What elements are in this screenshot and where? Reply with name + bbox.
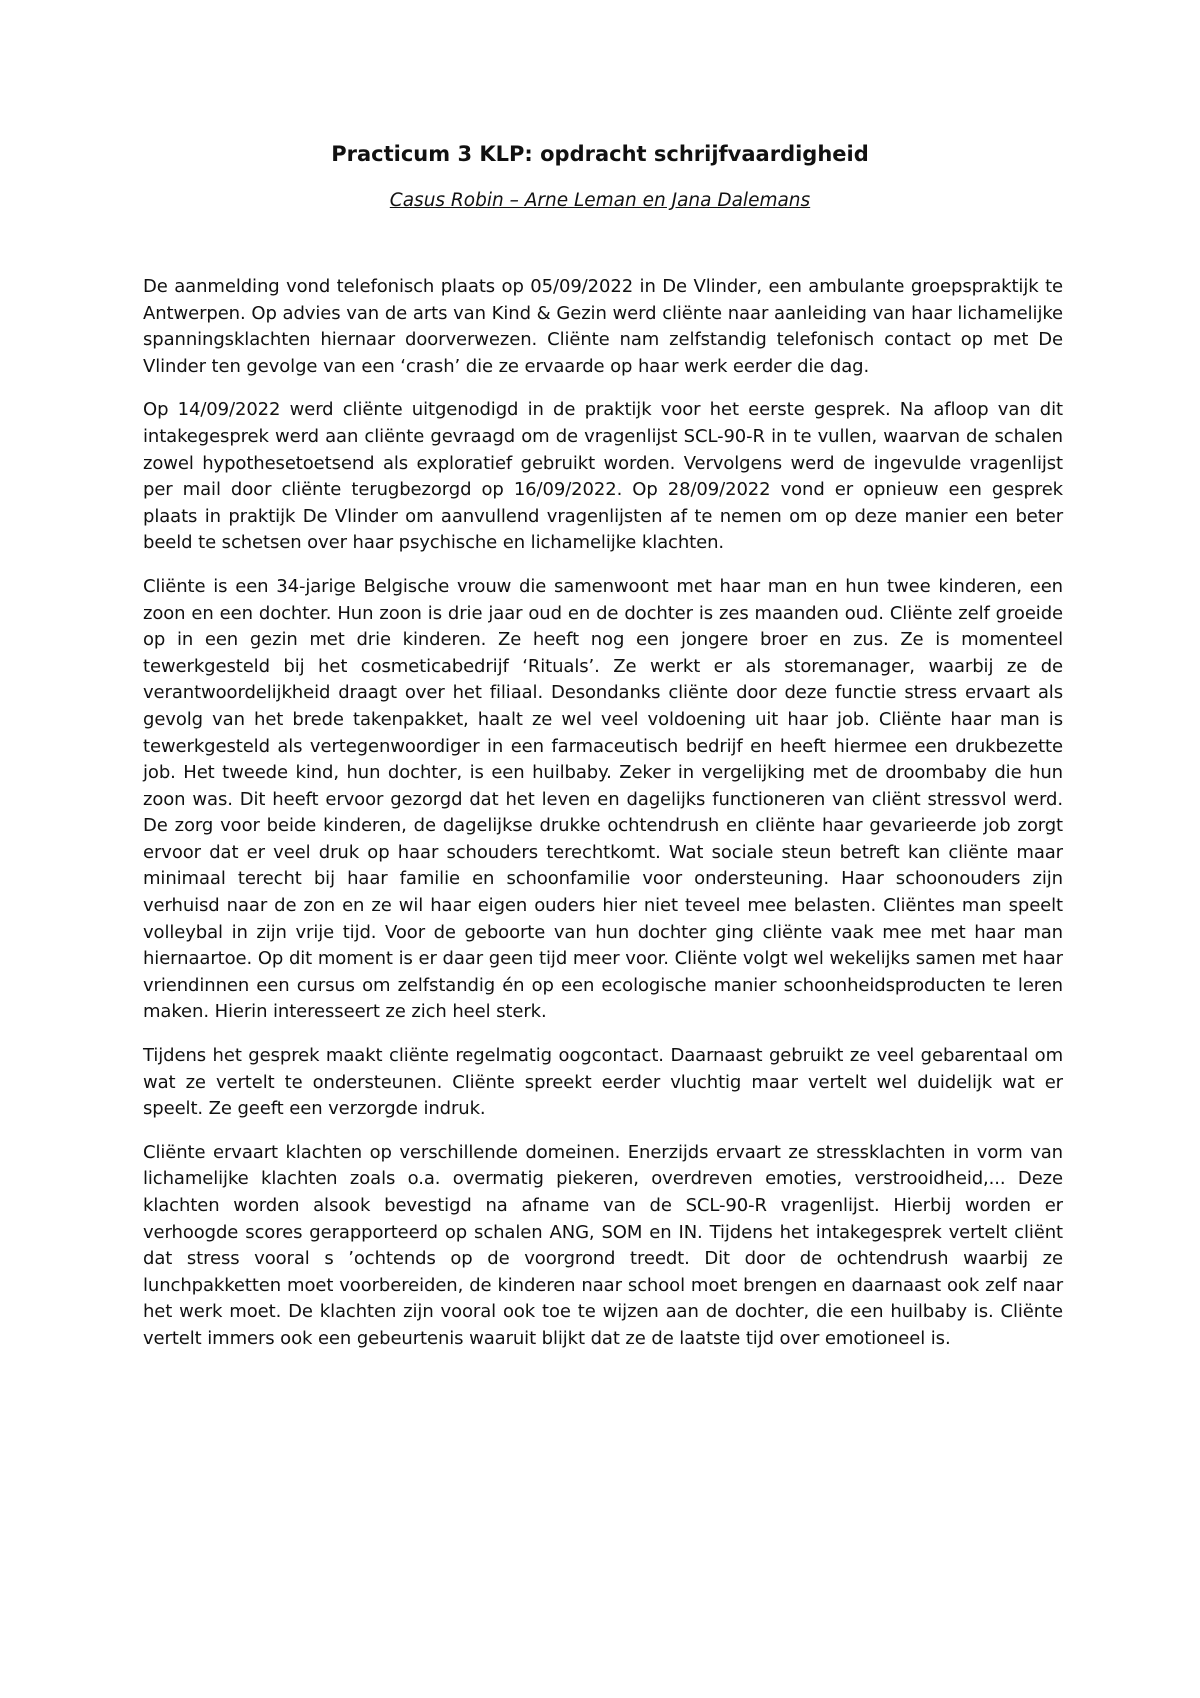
paragraph-aanmelding: De aanmelding vond telefonisch plaats op 05/09/2022 in De Vlinder, een ambulante groepspraktijk te Antwerpen. Op advies van de arts van Kind & Gezin werd cliënte naar aanleiding van haar lichamelijke spanningsklachten hiernaar doorverwezen. Cliënte nam zelfstandig telefonisch contact op met De Vlinder ten gevolge van een ‘crash’ die ze ervaarde op haar werk eerder die dag. [143, 276, 1063, 377]
document-title: Practicum 3 KLP: opdracht schrijfvaardigheid [331, 142, 869, 166]
paragraph-achtergrond: Cliënte is een 34-jarige Belgische vrouw die samenwoont met haar man en hun twee kinderen, een zoon en een dochter. Hun zoon is drie jaar oud en de dochter is zes maanden oud. Cliënte zelf groeide op in een gezin met drie kinderen. Ze heeft nog een jongere broer en zus. Ze is momenteel tewerkgesteld bij het cosmeticabedrijf ‘Rituals’. Ze werkt er als storemanager, waarbij ze de verantwoordelijkheid draagt over het filiaal. Desondanks cliënte door deze functie stress ervaart als gevolg van het brede takenpakket, haalt ze wel veel voldoening uit haar job. Cliënte haar man is tewerkgesteld als vertegenwoordiger in een farmaceutisch bedrijf en heeft hiermee een drukbezette job. Het tweede kind, hun dochter, is een huilbaby. Zeker in vergelijking met de droombaby die hun zoon was. Dit heeft ervoor gezorgd dat het leven en dagelijks functioneren van cliënt stressvol werd. De zorg voor beide kinderen, de dagelijkse drukke ochtendrush en cliënte haar gevarieerde job zorgt ervoor dat er veel druk op haar schouders terechtkomt. Wat sociale steun betreft kan cliënte maar minimaal terecht bij haar familie en schoonfamilie voor ondersteuning. Haar schoonouders zijn verhuisd naar de zon en ze wil haar eigen ouders hier niet teveel mee belasten. Cliëntes man speelt volleybal in zijn vrije tijd. Voor de geboorte van hun dochter ging cliënte vaak mee met haar man hiernaartoe. Op dit moment is er daar geen tijd meer voor. Cliënte volgt wel wekelijks samen met haar vriendinnen een cursus om zelfstandig én op een ecologische manier schoonheidsproducten te leren maken. Hierin interesseert ze zich heel sterk. [143, 575, 1063, 1023]
document-subtitle: Casus Robin – Arne Leman en Jana Dalemans [389, 190, 811, 211]
paragraph-intake: Op 14/09/2022 werd cliënte uitgenodigd in de praktijk voor het eerste gesprek. Na afloop van dit intakegesprek werd aan cliënte gevraagd om de vragenlijst SCL-90-R in te vullen, waarvan de schalen zowel hypothesetoetsend als exploratief gebruikt worden. Vervolgens werd de ingevulde vragenlijst per mail door cliënte terugbezorgd op 16/09/2022. Op 28/09/2022 vond er opnieuw een gesprek plaats in praktijk De Vlinder om aanvullend vragenlijsten af te nemen om op deze manier een beter beeld te schetsen over haar psychische en lichamelijke klachten. [143, 399, 1063, 554]
paragraph-klachten: Cliënte ervaart klachten op verschillende domeinen. Enerzijds ervaart ze stressklachten in vorm van lichamelijke klachten zoals o.a. overmatig piekeren, overdreven emoties, verstrooidheid,... Deze klachten worden alsook bevestigd na afname van de SCL-90-R vragenlijst. Hierbij worden er verhoogde scores gerapporteerd op schalen ANG, SOM en IN. Tijdens het intakegesprek vertelt cliënt dat stress vooral s ’ochtends op de voorgrond treedt. Dit door de ochtendrush waarbij ze lunchpakketten moet voorbereiden, de kinderen naar school moet brengen en daarnaast ook zelf naar het werk moet. De klachten zijn vooral ook toe te wijzen aan de dochter, die een huilbaby is. Cliënte vertelt immers ook een gebeurtenis waaruit blijkt dat ze de laatste tijd over emotioneel is. [143, 1141, 1063, 1349]
document-body [143, 274, 1063, 1370]
paragraph-observatie: Tijdens het gesprek maakt cliënte regelmatig oogcontact. Daarnaast gebruikt ze veel gebarentaal om wat ze vertelt te ondersteunen. Cliënte spreekt eerder vluchtig maar vertelt wel duidelijk wat er speelt. Ze geeft een verzorgde indruk. [143, 1045, 1063, 1120]
